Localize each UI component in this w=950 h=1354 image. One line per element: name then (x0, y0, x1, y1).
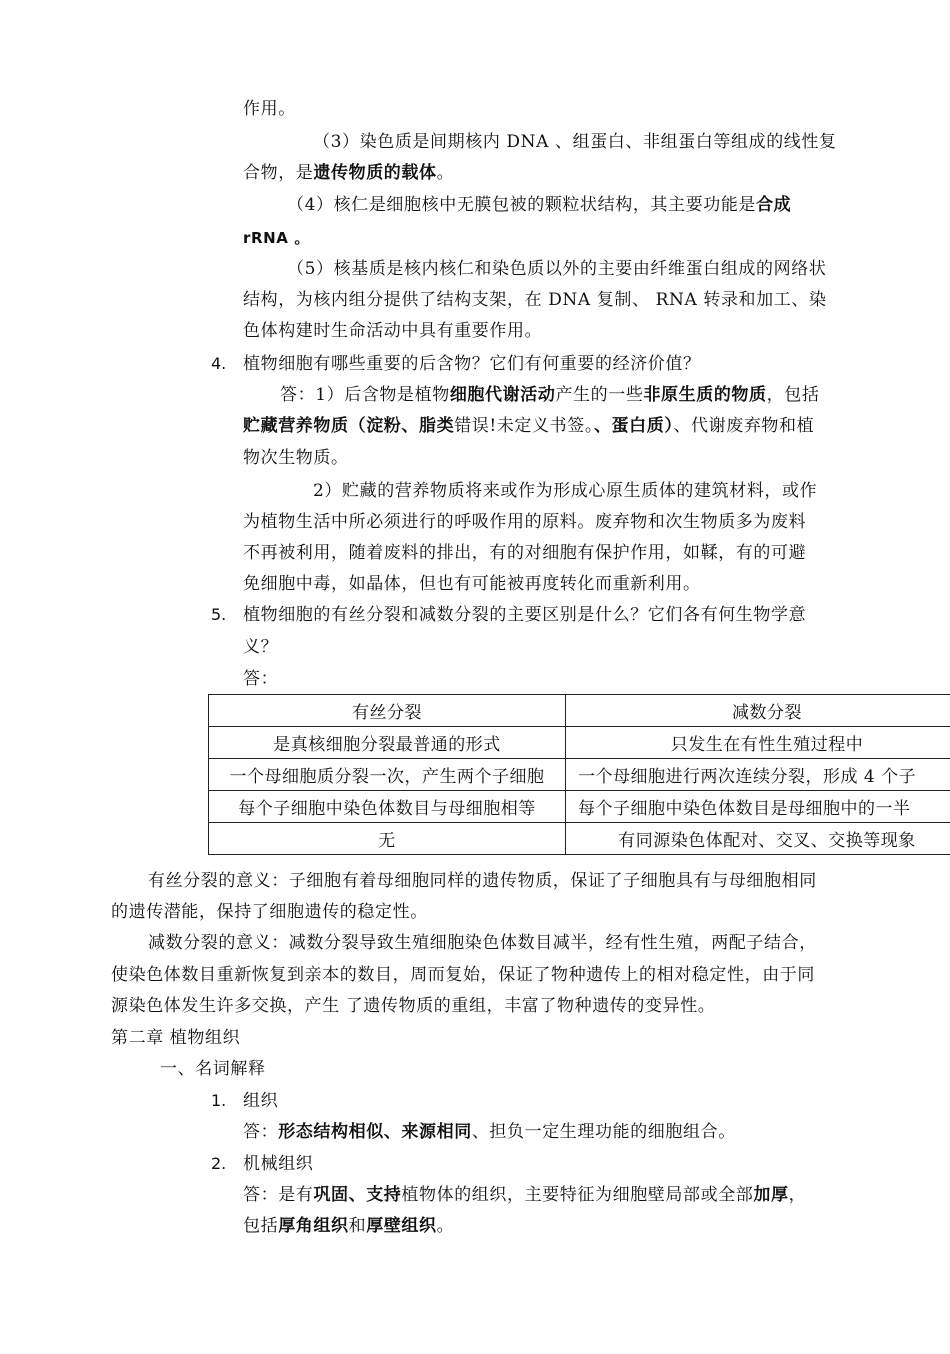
term-title: 组织 (243, 1091, 279, 1111)
paragraph-line: 使染色体数目重新恢复到亲本的数目，周而复始，保证了物种遗传上的相对稳定性，由于同 (111, 965, 815, 985)
bold-term: 非原生质的物质 (643, 385, 767, 405)
term-number: 2. (211, 1154, 227, 1173)
paragraph-line: 的遗传潜能，保持了细胞遗传的稳定性。 (111, 902, 428, 922)
answer-line (243, 415, 814, 437)
table-cell: 每个子细胞中染色体数目是母细胞中的一半 (566, 791, 950, 823)
text-span: ，包括 (766, 385, 820, 405)
term-number: 1. (211, 1091, 227, 1110)
bold-term: 细胞代谢活动 (449, 385, 556, 405)
table-cell: 是真核细胞分裂最普通的形式 (209, 727, 566, 759)
question-text: 义？ (243, 637, 279, 657)
table-row (209, 759, 950, 791)
answer-line (280, 384, 819, 406)
question-number: 5. (211, 605, 227, 624)
answer-label: 答： (243, 669, 279, 689)
answer-line: 免细胞中毒，如晶体，但也有可能被再度转化而重新利用。 (243, 574, 701, 594)
bold-term: 合成 (756, 195, 792, 215)
table-row (209, 791, 950, 823)
answer-line (243, 1215, 454, 1237)
text-span: ， (788, 1185, 807, 1205)
bold-term: rRNA 。 (243, 229, 310, 247)
bold-term: 厚角组织 (278, 1216, 349, 1236)
table-cell: 一个母细胞进行两次连续分裂，形成 4 个子 (566, 759, 950, 791)
bold-term: 加厚 (753, 1185, 789, 1205)
error-text: 错误!未定义书签。 (454, 416, 594, 436)
bold-term: 形态结构相似、来源相同 (278, 1122, 472, 1142)
bold-term: 巩固、支持 (313, 1185, 402, 1205)
text-span: 。 (436, 163, 455, 183)
table-header-cell: 减数分裂 (566, 695, 950, 727)
answer-line: 为植物生活中所必须进行的呼吸作用的原料。废弃物和次生物质多为废料 (243, 512, 807, 532)
text-span: 答：是有 (243, 1185, 314, 1205)
text-span: 、担负一定生理功能的细胞组合。 (471, 1122, 736, 1142)
paragraph-line: 减数分裂的意义：减数分裂导致生殖细胞染色体数目减半，经有性生殖，两配子结合， (148, 933, 817, 953)
section-heading: 一、名词解释 (160, 1059, 266, 1079)
text-span: 答：1）后含物是植物 (280, 385, 450, 405)
paragraph-line: 源染色体发生许多交换，产生 了遗传物质的重组，丰富了物种遗传的变异性。 (111, 996, 716, 1016)
text-span: 产生的一些 (555, 385, 644, 405)
table-cell: 每个子细胞中染色体数目与母细胞相等 (209, 791, 566, 823)
text-line: （3）染色质是间期核内 DNA 、组蛋白、非组蛋白等组成的线性复 (313, 132, 837, 152)
question-text: 植物细胞有哪些重要的后含物？它们有何重要的经济价值？ (243, 354, 701, 374)
text-span: 植物体的组织，主要特征为细胞壁局部或全部 (401, 1185, 754, 1205)
question-text: 植物细胞的有丝分裂和减数分裂的主要区别是什么？它们各有何生物学意 (243, 605, 807, 625)
chapter-heading: 第二章 植物组织 (111, 1028, 241, 1048)
table-header-cell: 有丝分裂 (209, 695, 566, 727)
table-row (209, 823, 950, 855)
bold-term: 厚壁组织 (366, 1216, 437, 1236)
answer-line (243, 1184, 806, 1206)
question-number: 4. (211, 354, 227, 373)
text-line: （5）核基质是核内核仁和染色质以外的主要由纤维蛋白组成的网络状 (287, 259, 827, 279)
table-row (209, 727, 950, 759)
text-line (287, 194, 791, 216)
table-cell: 有同源染色体配对、交叉、交换等现象 (566, 823, 950, 855)
text-line: 结构，为核内组分提供了结构支架，在 DNA 复制、 RNA 转录和加工、染 (243, 290, 827, 310)
text-span: 包括 (243, 1216, 279, 1236)
bold-term: 、蛋白质） (593, 416, 674, 436)
text-span: 答： (243, 1122, 279, 1142)
text-span: 和 (348, 1216, 367, 1236)
bold-term: 遗传物质的载体 (313, 163, 437, 183)
table-cell: 无 (209, 823, 566, 855)
table-header-row (209, 695, 950, 727)
text-line (243, 162, 454, 184)
table-cell: 一个母细胞质分裂一次，产生两个子细胞 (209, 759, 566, 791)
paragraph-line: 有丝分裂的意义：子细胞有着母细胞同样的遗传物质，保证了子细胞具有与母细胞相同 (148, 871, 817, 891)
text-span: 、代谢废弃物和植 (673, 416, 815, 436)
text-span: （4）核仁是细胞核中无膜包被的颗粒状结构，其主要功能是 (287, 195, 757, 215)
table-cell: 只发生在有性生殖过程中 (566, 727, 950, 759)
bold-term: 贮藏营养物质（淀粉、脂类 (243, 416, 455, 436)
text-span: 。 (436, 1216, 455, 1236)
answer-line (243, 1121, 736, 1143)
answer-line: 物次生物质。 (243, 448, 349, 468)
answer-line: 2）贮藏的营养物质将来或作为形成心原生质体的建筑材料，或作 (313, 481, 818, 501)
text-line: 色体构建时生命活动中具有重要作用。 (243, 321, 543, 341)
text-span: 合物，是 (243, 163, 314, 183)
comparison-table (208, 694, 950, 855)
answer-line: 不再被利用，随着废料的排出，有的对细胞有保护作用，如鞣，有的可避 (243, 543, 807, 563)
term-title: 机械组织 (243, 1154, 314, 1174)
text-line: 作用。 (243, 99, 296, 119)
